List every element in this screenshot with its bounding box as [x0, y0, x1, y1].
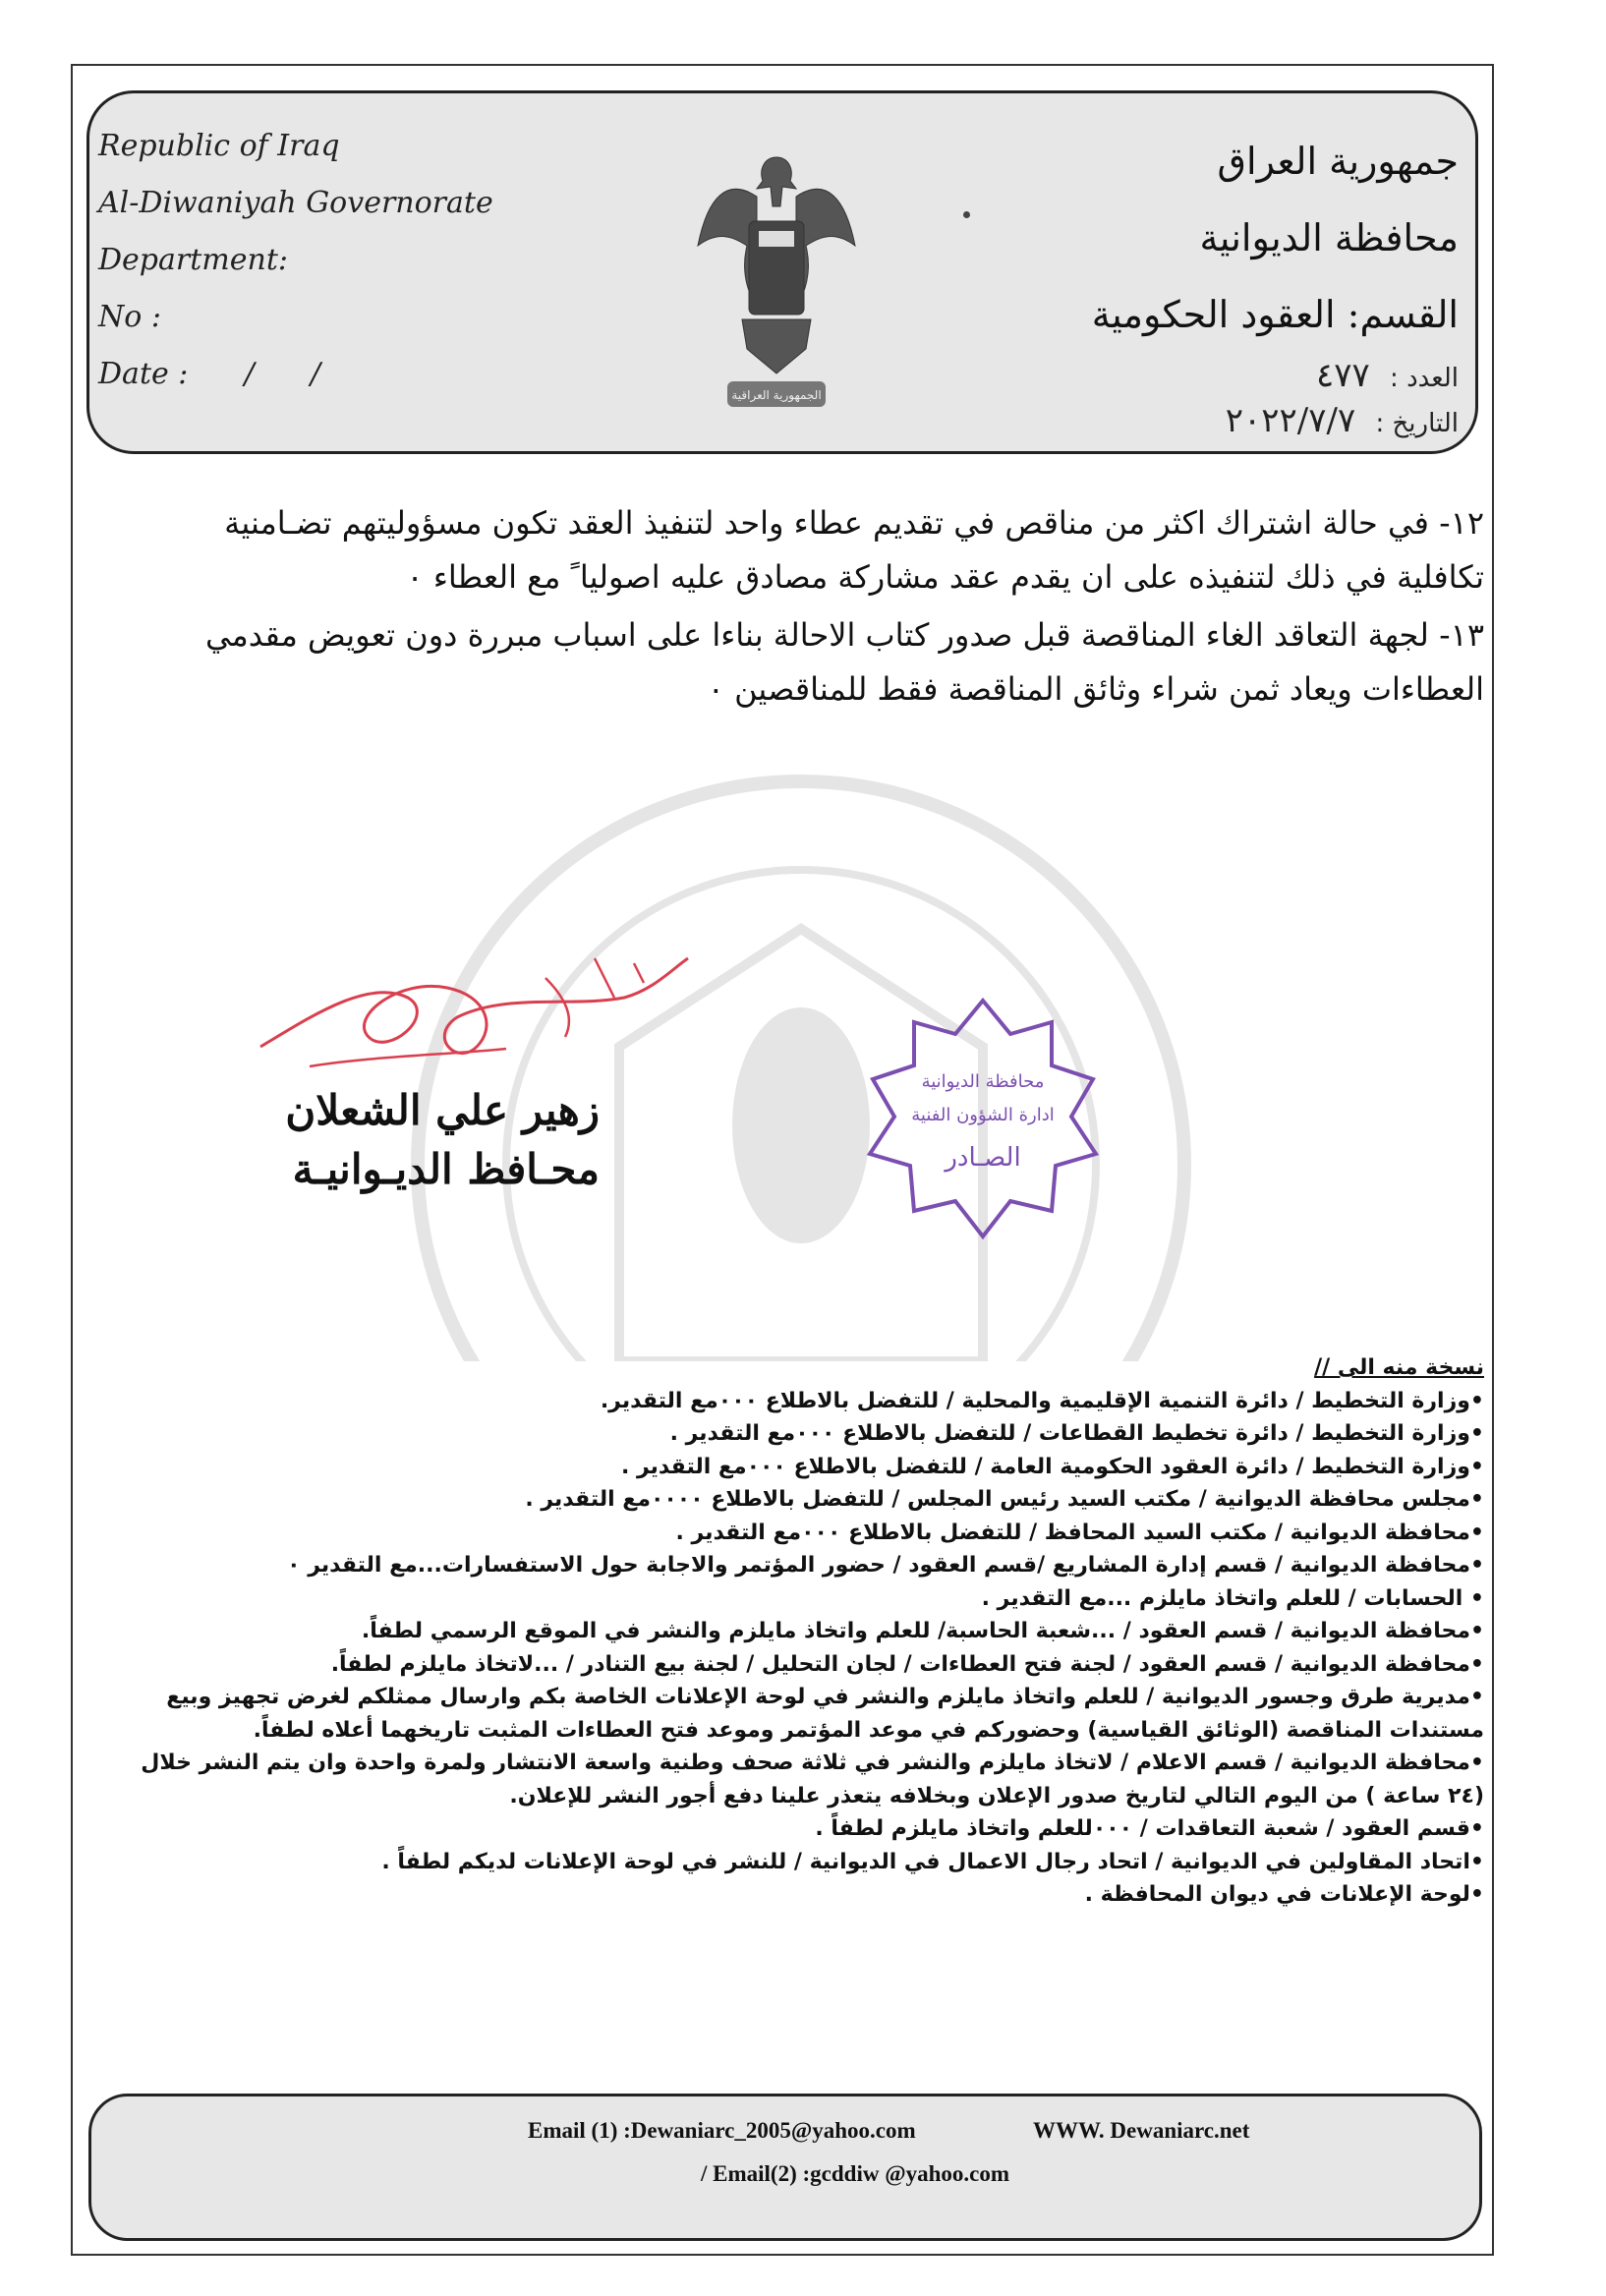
- date-label-en: Date : / /: [98, 357, 321, 391]
- copy-item: •مديرية طرق وجسور الديوانية / للعلم واتخاذ مايلزم والنشر في لوحة الإعلانات الخاصة بكم وارسال ممثلكم لغرض تجهيز وبيع مستندات المناقصة (الوثائق القياسية) وحضوركم في موعد المؤتمر وموعد فتح العطاءات المثبت تاريخهما أعلاه لطفاً.: [166, 1685, 1484, 1743]
- copy-item: •لوحة الإعلانات في ديوان المحافظة .: [1084, 1882, 1484, 1907]
- decorative-dot: [963, 211, 970, 218]
- letterhead-arabic: [1085, 123, 1459, 443]
- copies-title: نسخة منه الى //: [1314, 1355, 1484, 1380]
- clause-13: ١٣- لجهة التعاقد الغاء المناقصة قبل صدور كتاب الاحالة بناءا على اسباب مبررة دون تعويض مقدمي العطاءات ويعاد ثمن شراء وثائق المناقصة فقط للمناقصين ٠: [204, 616, 1484, 708]
- governorate-en: Al-Diwaniyah Governorate: [98, 186, 493, 220]
- stamp-line-1: محافظة الديوانية: [921, 1071, 1045, 1092]
- eagle-emblem-icon: [688, 138, 865, 423]
- stamp-line-2: ادارة الشؤون الفنية: [911, 1105, 1055, 1125]
- copy-item: •وزارة التخطيط / دائرة العقود الحكومية العامة / للتفضل بالاطلاع ٠٠٠مع التقدير .: [620, 1454, 1484, 1479]
- country-en: Republic of Iraq: [98, 129, 340, 163]
- clause-12: ١٢- في حالة اشتراك اكثر من مناقص في تقديم عطاء واحد لتنفيذ العقد تكون مسؤوليتهم تضـامنية تكافلية في ذلك لتنفيذه على ان يقدم عقد مشاركة مصادق عليه اصوليا ً مع العطاء ٠: [224, 504, 1484, 596]
- letter-footer: [88, 2094, 1482, 2241]
- tender-clauses: [147, 496, 1484, 720]
- governorate-ar: محافظة الديوانية: [1199, 216, 1459, 259]
- signatory-name: زهير علي الشعلان: [285, 1086, 600, 1134]
- signatory: [246, 1081, 600, 1199]
- date-label-ar: التاريخ :: [1375, 409, 1459, 438]
- copy-item: •محافظة الديوانية / قسم العقود / ...شعبة الحاسبة/ للعلم واتخاذ مايلزم والنشر في الموقع الرسمي لطفاً.: [361, 1619, 1484, 1643]
- footer-email-1: Email (1) :Dewaniarc_2005@yahoo.com: [528, 2118, 916, 2143]
- emblem-label: الجمهورية العراقية: [731, 388, 822, 402]
- country-ar: جمهورية العراق: [1217, 140, 1459, 183]
- copy-item: •مجلس محافظة الديوانية / مكتب السيد رئيس المجلس / للتفضل بالاطلاع ٠٠٠٠مع التقدير .: [525, 1487, 1484, 1512]
- number-label-ar: العدد :: [1390, 364, 1459, 393]
- department-label-en: Department:: [98, 243, 288, 277]
- official-stamp: [855, 993, 1111, 1248]
- number-label-en: No :: [98, 300, 161, 334]
- copy-item: •اتحاد المقاولين في الديوانية / اتحاد رجال الاعمال في الديوانية / للنشر في لوحة الإعلانات لديكم لطفاً .: [381, 1849, 1484, 1874]
- copy-item: •محافظة الديوانية / مكتب السيد المحافظ / للتفضل بالاطلاع ٠٠٠مع التقدير .: [675, 1520, 1484, 1545]
- signatory-title: محـافظ الديـوانيـة: [292, 1145, 600, 1193]
- copy-item: •قسم العقود / شعبة التعاقدات / ٠٠٠للعلم واتخاذ مايلزم لطفاً .: [815, 1816, 1484, 1841]
- date-row: [1085, 398, 1459, 443]
- department-ar: القسم: العقود الحكومية: [1091, 293, 1459, 336]
- letterhead-english: [98, 118, 511, 403]
- copy-recipients: [128, 1351, 1484, 1912]
- copy-item: •محافظة الديوانية / قسم العقود / لجنة فتح العطاءات / لجان التحليل / لجنة بيع التنادر / ...لاتخاذ مايلزم لطفاً.: [330, 1651, 1484, 1677]
- stamp-line-3: الصـادر: [945, 1143, 1021, 1173]
- copy-item: •وزارة التخطيط / دائرة التنمية الإقليمية والمحلية / للتفضل بالاطلاع ٠٠٠مع التقدير.: [600, 1388, 1484, 1413]
- footer-email-2: / Email(2) :gcddiw @yahoo.com: [701, 2161, 1009, 2186]
- copy-item: •وزارة التخطيط / دائرة تخطيط القطاعات / للتفضل بالاطلاع ٠٠٠مع التقدير .: [669, 1421, 1484, 1446]
- copy-item: •محافظة الديوانية / قسم الاعلام / لاتخاذ مايلزم والنشر في ثلاثة صحف وطنية واسعة الانتشار ولمرة واحدة وان يتم النشر خلال (٢٤ ساعة ) من اليوم التالي لتاريخ صدور الإعلان وبخلافه يتعذر علينا دفع أجور النشر للإعلان.: [141, 1751, 1484, 1808]
- date-value: ٢٠٢٢/٧/٧: [1225, 401, 1356, 440]
- footer-website: WWW. Dewaniarc.net: [1033, 2118, 1250, 2143]
- number-value: ٤٧٧: [1315, 356, 1370, 395]
- copy-item: •محافظة الديوانية / قسم إدارة المشاريع /قسم العقود / حضور المؤتمر والاجابة حول الاستفسارات...مع التقدير ٠: [287, 1553, 1484, 1578]
- number-row: [1085, 353, 1459, 398]
- copy-item: • الحسابات / للعلم واتخاذ مايلزم ...مع التقدير .: [981, 1585, 1484, 1611]
